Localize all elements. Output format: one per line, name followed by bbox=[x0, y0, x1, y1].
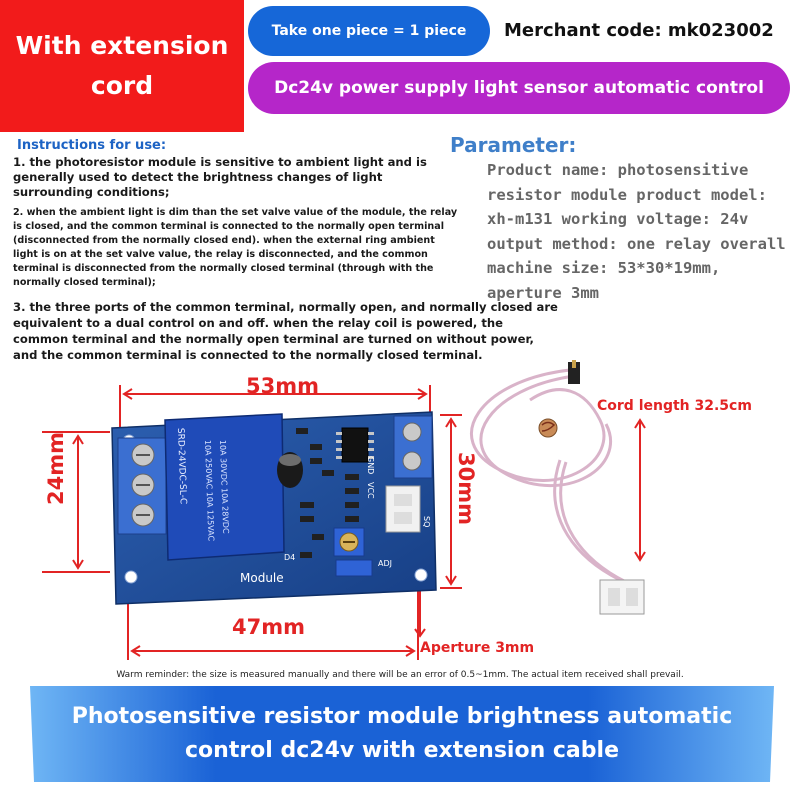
instruction-item-3: 3. the three ports of the common terminal, normally open, and normally closed are equivalent to a dual control on and off. when the relay coil is powered, the common terminal and the normally open terminal are turned on without power, and the common terminal is connected to the normally closed terminal. bbox=[13, 300, 558, 362]
svg-text:SQ: SQ bbox=[422, 516, 431, 528]
aperture-label: Aperture 3mm bbox=[420, 640, 535, 656]
svg-text:VCC: VCC bbox=[366, 482, 375, 499]
product-title-pill: Dc24v power supply light sensor automatic control bbox=[248, 62, 790, 114]
extension-cord-badge: With extension cord bbox=[0, 0, 244, 132]
instruction-item-2: 2. when the ambient light is dim than the set valve value of the module, the relay is closed, and the common terminal is connected to the normally open terminal (disconnected from the normally closed end). when the external ring ambient light is on at the set valve value, the relay is disconnected, and the common terminal is disconnected from the normally closed terminal (through with the normally closed terminal); bbox=[13, 207, 458, 288]
parameter-title: Parameter: bbox=[450, 133, 577, 157]
capacitor bbox=[277, 452, 303, 488]
svg-text:10A 250VAC 10A 125VAC: 10A 250VAC 10A 125VAC bbox=[203, 439, 216, 542]
cable-end-wires bbox=[568, 360, 580, 384]
cord-length-label: Cord length 32.5cm bbox=[597, 398, 752, 414]
svg-text:ADJ: ADJ bbox=[378, 559, 392, 568]
terminal-block-left bbox=[118, 438, 166, 534]
svg-text:D4: D4 bbox=[284, 553, 296, 562]
sensor-connector-socket bbox=[386, 486, 420, 532]
height-right-label: 30mm bbox=[454, 452, 478, 525]
width-bottom-label: 47mm bbox=[232, 615, 305, 639]
svg-text:SRD-24VDC-SL-C: SRD-24VDC-SL-C bbox=[175, 427, 188, 505]
cable-plug bbox=[600, 580, 644, 614]
parameter-text: Product name: photosensitive resistor module product model: xh-m131 working voltage: 24v output method: one relay overall machine size: 53*30*19mm, aperture 3mm bbox=[487, 161, 786, 302]
photoresistor-icon bbox=[539, 419, 557, 437]
svg-text:GND: GND bbox=[366, 456, 375, 475]
terminal-block-right bbox=[394, 416, 432, 478]
svg-text:10A 30VDC 10A 28VDC: 10A 30VDC 10A 28VDC bbox=[218, 439, 231, 534]
height-left-label: 24mm bbox=[44, 432, 68, 505]
pcb-board bbox=[112, 412, 436, 604]
width-top-label: 53mm bbox=[246, 374, 319, 398]
relay bbox=[165, 414, 284, 560]
footer-banner-text: Photosensitive resistor module brightness automatic control dc24v with extension cable bbox=[71, 704, 733, 763]
instruction-item-1: 1. the photoresistor module is sensitive to ambient light and is generally used to detect the brightness changes of light surrounding conditions; bbox=[13, 155, 427, 199]
instructions-title: Instructions for use: bbox=[17, 138, 167, 153]
merchant-code: Merchant code: mk023002 bbox=[504, 20, 774, 41]
svg-text:Module: Module bbox=[240, 571, 284, 585]
piece-count-pill: Take one piece = 1 piece bbox=[248, 6, 490, 56]
warm-reminder: Warm reminder: the size is measured manually and there will be an error of 0.5~1mm. The actual item received shall prevail. bbox=[116, 670, 684, 680]
